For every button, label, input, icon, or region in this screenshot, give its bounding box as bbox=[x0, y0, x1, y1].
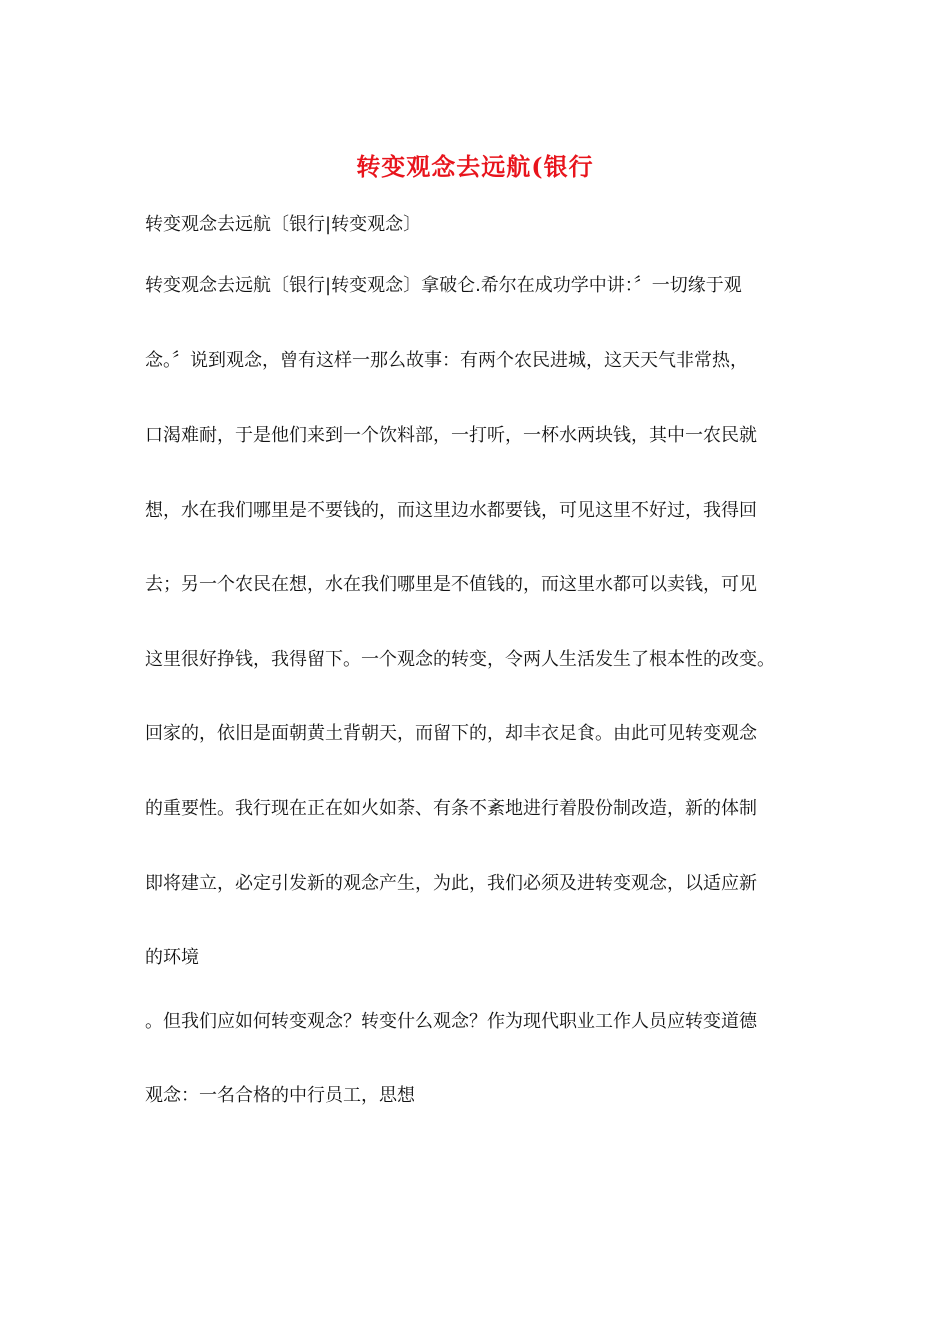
paragraph-line: 念。〞说到观念，曾有这样一那么故事：有两个农民进城，这天天气非常热， bbox=[145, 350, 748, 371]
paragraph-line: 观念：一名合格的中行员工，思想 bbox=[145, 1085, 415, 1106]
paragraph-line: 转变观念去远航〔银行|转变观念〕拿破仑.希尔在成功学中讲：〞一切缘于观 bbox=[145, 275, 742, 296]
paragraph-line: 的环境 bbox=[145, 947, 199, 968]
paragraph-line: 即将建立，必定引发新的观念产生，为此，我们必须及进转变观念，以适应新 bbox=[145, 873, 757, 894]
paragraph-line: 回家的，依旧是面朝黄土背朝天，而留下的，却丰衣足食。由此可见转变观念 bbox=[145, 723, 757, 744]
document-subtitle: 转变观念去远航〔银行|转变观念〕 bbox=[145, 214, 422, 235]
paragraph-line: 的重要性。我行现在正在如火如荼、有条不紊地进行着股份制改造，新的体制 bbox=[145, 798, 757, 819]
paragraph-line: 这里很好挣钱，我得留下。一个观念的转变，令两人生活发生了根本性的改变。 bbox=[145, 649, 775, 670]
paragraph-line: 想，水在我们哪里是不要钱的，而这里边水都要钱，可见这里不好过，我得回 bbox=[145, 500, 757, 521]
paragraph-line: 口渴难耐，于是他们来到一个饮料部，一打听，一杯水两块钱，其中一农民就 bbox=[145, 425, 757, 446]
paragraph-line: 去；另一个农民在想，水在我们哪里是不值钱的，而这里水都可以卖钱，可见 bbox=[145, 574, 757, 595]
paragraph-line: 。但我们应如何转变观念？转变什么观念？作为现代职业工作人员应转变道德 bbox=[145, 1011, 757, 1032]
document-title: 转变观念去远航(银行 bbox=[356, 152, 594, 181]
